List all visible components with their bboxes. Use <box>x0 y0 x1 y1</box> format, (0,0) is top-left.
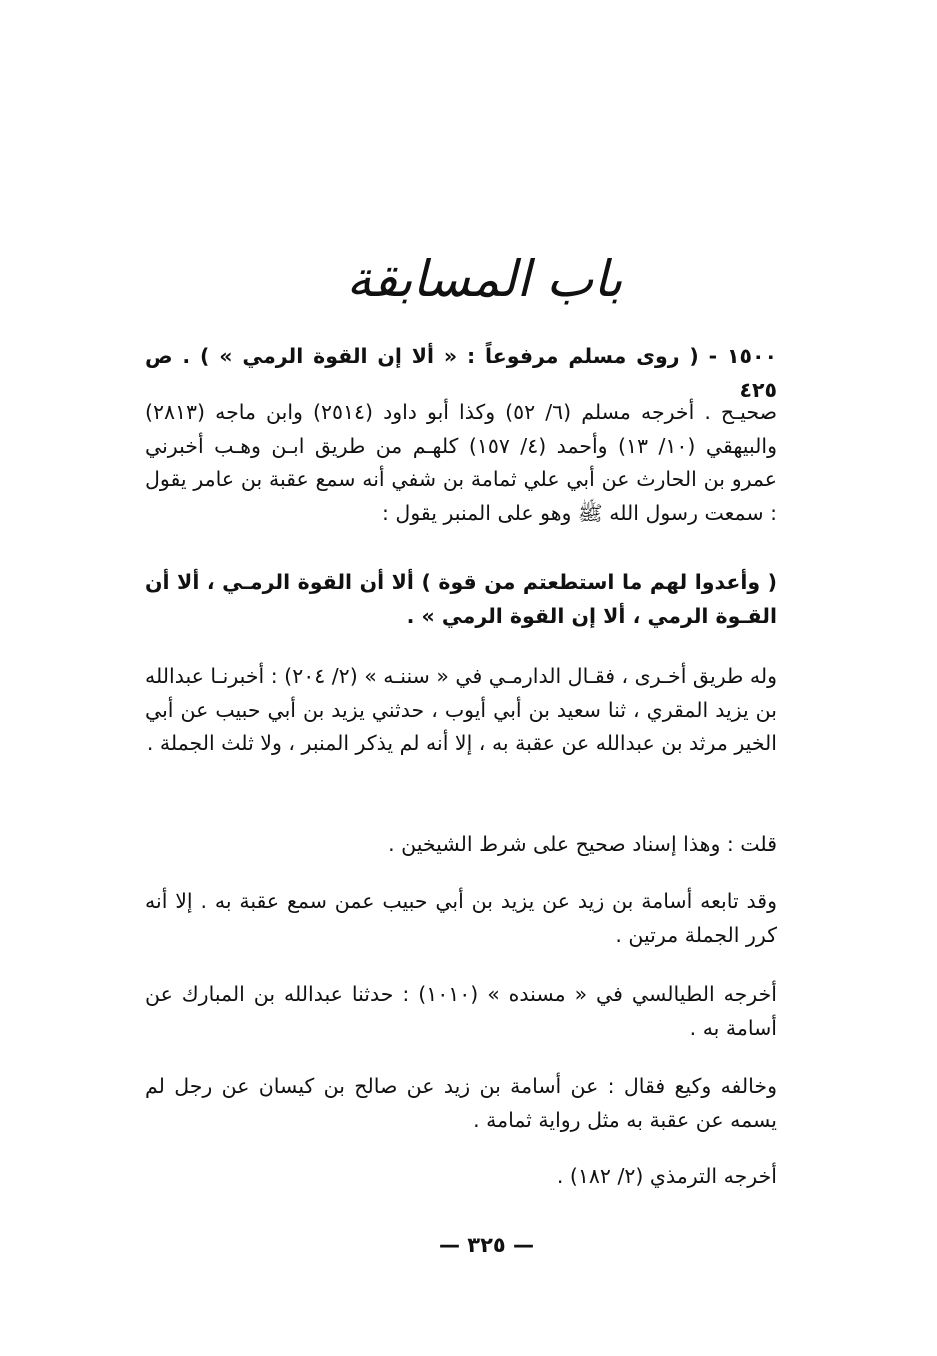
paragraph-isnad-remark: قلت : وهذا إسناد صحيح على شرط الشيخين . <box>388 832 777 856</box>
paragraph-waki: وخالفه وكيع فقال : عن أسامة بن زيد عن صالح بن كيسان عن رجل لم يسمه عن عقبة به مثل رواية ثمامة . <box>145 1074 777 1132</box>
hadith-heading: ١٥٠٠ - ( روى مسلم مرفوعاً : « ألا إن القوة الرمي » ) . ص ٤٢٥ <box>145 344 777 402</box>
paragraph-hadith-text: ( وأعدوا لهم ما استطعتم من قوة ) ألا أن القوة الرمـي ، ألا أن القـوة الرمي ، ألا إن القوة الرمي » . <box>145 570 777 628</box>
mutaba-paragraph <box>145 885 835 952</box>
paragraph-mutaba: وقد تابعه أسامة بن زيد عن يزيد بن أبي حبيب عمن سمع عقبة به . إلا أنه كرر الجملة مرتين . <box>145 889 777 947</box>
other-route-paragraph <box>145 660 835 761</box>
paragraph-other-route: وله طريق أخـرى ، فقـال الدارمـي في « سننـه » (٢/ ٢٠٤) : أخبرنـا عبدالله بن يزيد المقري ، ثنا سعيد بن أبي أيوب ، حدثني يزيد بن أبي حبيب عن أبي الخير مرثد بن عبدالله عن عقبة به ، إلا أنه لم يذكر المنبر ، ولا ثلث الجملة . <box>145 664 777 755</box>
paragraph-tayalisi: أخرجه الطيالسي في « مسنده » (١٠١٠) : حدثنا عبدالله بن المبارك عن أسامة به . <box>145 982 777 1040</box>
tayalisi-paragraph <box>145 978 835 1045</box>
page-number: — ٣٢٥ — <box>438 1233 535 1257</box>
paragraph-tirmidhi: أخرجه الترمذي (٢/ ١٨٢) . <box>556 1164 777 1188</box>
isnad-remark-paragraph <box>145 828 835 862</box>
tirmidhi-paragraph <box>145 1160 835 1194</box>
paragraph-takhrij: صحيـح . أخرجه مسلم (٦/ ٥٢) وكذا أبو داود (٢٥١٤) وابن ماجه (٢٨١٣) والبيهقي (١٠/ ١٣) وأحمد (٤/ ١٥٧) كلهـم من طريق ابـن وهـب أخبرني عمرو بن الحارث عن أبي علي ثمامة بن شفي أنه سمع عقبة بن عامر يقول : سمعت رسول الله ﷺ وهو على المنبر يقول : <box>145 400 777 525</box>
waki-paragraph <box>145 1070 835 1137</box>
chapter-title: باب المسابقة <box>346 250 623 308</box>
hadith-text-paragraph <box>145 566 835 633</box>
takhrij-paragraph <box>145 396 835 530</box>
